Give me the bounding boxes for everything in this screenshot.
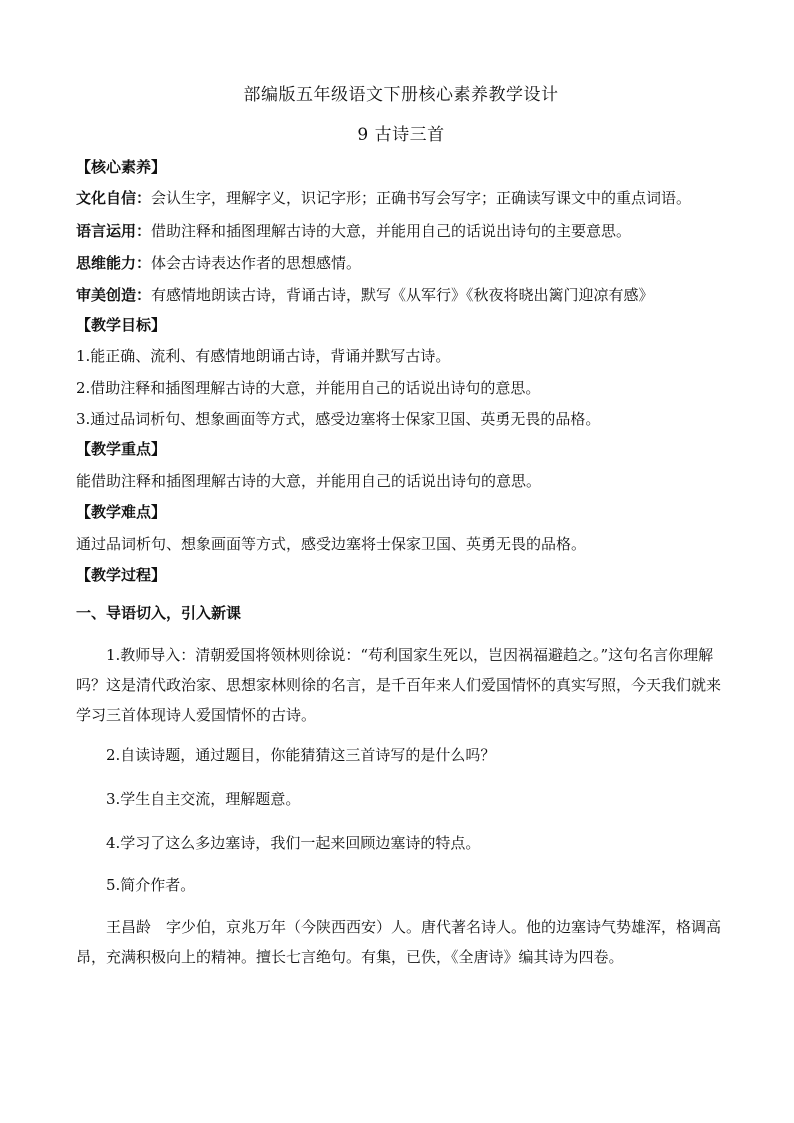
document-page <box>76 0 726 1123</box>
step-item: 5.简介作者。 <box>106 876 196 894</box>
core-item-text: 借助注释和插图理解古诗的大意，并能用自己的话说出诗句的主要意思。 <box>151 222 632 240</box>
goal-item: 2.借助注释和插图理解古诗的大意，并能用自己的话说出诗句的意思。 <box>76 379 541 397</box>
core-heading: 【核心素养】 <box>76 158 167 176</box>
core-item-label: 思维能力： <box>76 254 152 272</box>
core-item-language <box>76 220 736 242</box>
core-item-label: 审美创造： <box>76 286 152 304</box>
core-item-culture <box>76 187 736 209</box>
core-item-label: 文化自信： <box>76 189 152 207</box>
core-item-thinking <box>76 252 736 274</box>
step-item: 4.学习了这么多边塞诗，我们一起来回顾边塞诗的特点。 <box>106 834 481 852</box>
step-intro: 1.教师导入：清朝爱国将领林则徐说：“苟利国家生死以，岂因祸福避趋之。”这句名言你理解吗？这是清代政治家、思想家林则徐的名言，是千百年来人们爱国情怀的真实写照，今天我们就来学习三首体现诗人爱国情怀的古诗。 <box>76 646 722 724</box>
process-heading: 【教学过程】 <box>76 566 167 584</box>
difficulty-heading: 【教学难点】 <box>76 503 167 521</box>
section-heading: 一、导语切入，引入新课 <box>76 604 242 622</box>
document-title: 部编版五年级语文下册核心素养教学设计 <box>243 85 559 105</box>
step-item: 2.自读诗题，通过题目，你能猜猜这三首诗写的是什么吗？ <box>106 746 496 764</box>
goals-heading: 【教学目标】 <box>76 316 167 334</box>
core-item-aesthetic <box>76 284 736 306</box>
focus-text: 能借助注释和插图理解古诗的大意，并能用自己的话说出诗句的意思。 <box>76 472 542 490</box>
lesson-title: 9 古诗三首 <box>357 125 445 145</box>
focus-heading: 【教学重点】 <box>76 440 167 458</box>
goal-item: 3.通过品词析句、想象画面等方式，感受边塞将士保家卫国、英勇无畏的品格。 <box>76 410 601 428</box>
core-item-text: 体会古诗表达作者的思想感情。 <box>151 254 362 272</box>
goal-item: 1.能正确、流利、有感情地朗诵古诗，背诵并默写古诗。 <box>76 347 451 365</box>
author-intro: 王昌龄 字少伯，京兆万年（今陕西西安）人。唐代著名诗人。他的边塞诗气势雄浑，格调高昂，充满积极向上的精神。擅长七言绝句。有集，已佚，《全唐诗》编其诗为四卷。 <box>76 918 722 966</box>
core-item-text: 会认生字，理解字义，识记字形；正确书写会写字；正确读写课文中的重点词语。 <box>151 189 692 207</box>
core-item-text: 有感情地朗读古诗，背诵古诗，默写《从军行》《秋夜将晓出篱门迎凉有感》 <box>151 286 654 304</box>
difficulty-text: 通过品词析句、想象画面等方式，感受边塞将士保家卫国、英勇无畏的品格。 <box>76 535 587 553</box>
core-item-label: 语言运用： <box>76 222 152 240</box>
step-item: 3.学生自主交流，理解题意。 <box>106 790 301 808</box>
